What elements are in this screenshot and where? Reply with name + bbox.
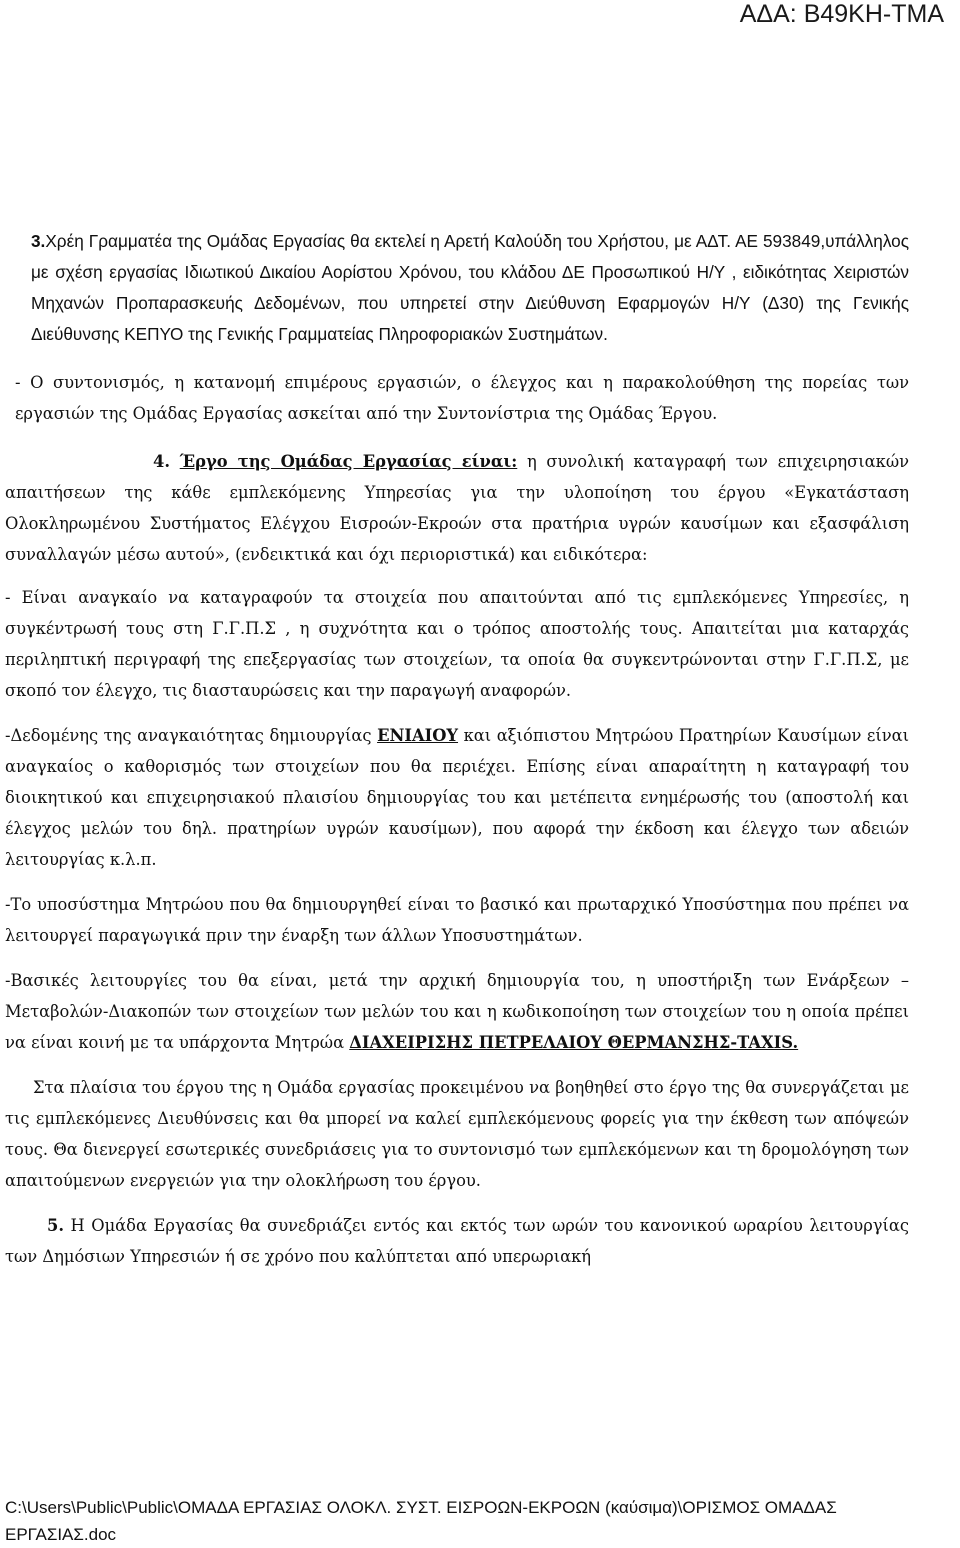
item-4-number: 4.: [153, 452, 170, 471]
registry-text-before: -Δεδομένης της αναγκαιότητας δημιουργίας: [5, 726, 378, 745]
registry-text-after: και αξιόπιστου Μητρώου Πρατηρίων Καυσίμων είναι αναγκαίος ο καθορισμός των στοιχείων που θα περιέχει. Επίσης είναι απαραίτητη η καταγραφή του διοικητικού και επιχειρησιακού πλαισίου δημιουργίας του και μετέπειτα ενημέρωσής του (αποστολή και έλεγχος μελών του δηλ. πρατηρίων υγρών καυσίμων), που αφορά την έκδοση και έλεγχο των αδειών λειτουργίας κ.λ.π.: [5, 726, 909, 869]
item-4-text: η συνολική καταγραφή των επιχειρησιακών απαιτήσεων της κάθε εμπλεκόμενης Υπηρεσίας για την υλοποίηση του έργου «Εγκατάσταση Ολοκληρωμένου Συστήματος Ελέγχου Εισροών-Εκροών στα πρατήρια υγρών καυσίμων και εξασφάλιση συναλλαγών μέσω αυτού», (ενδεικτικά και όχι περιοριστικά) και ειδικότερα:: [5, 452, 909, 564]
subsystem-paragraph: -Το υποσύστημα Μητρώου που θα δημιουργηθεί είναι το βασικό και πρωταρχικό Υποσύστημα που πρέπει να λειτουργεί παραγωγικά πριν την έναρξη των άλλων Υποσυστημάτων.: [5, 895, 909, 945]
item-3-number: 3.: [31, 231, 46, 251]
item-5-paragraph: [5, 1210, 909, 1272]
item-5-text: Η Ομάδα Εργασίας θα συνεδριάζει εντός και εκτός των ωρών του κανονικού ωραρίου λειτουργίας των Δημόσιων Υπηρεσιών ή σε χρόνο που καλύπτεται από υπερωριακή: [5, 1216, 909, 1266]
registry-paragraph: [5, 720, 909, 875]
cooperation-paragraph: Στα πλαίσια του έργου της η Ομάδα εργασίας προκειμένου να βοηθηθεί στο έργο της θα συνεργάζεται με τις εμπλεκόμενες Διευθύνσεις και θα μπορεί να καλεί εμπλεκόμενους φορείς για την έκθεση των απόψεών τους. Θα διενεργεί εσωτερικές συνεδριάσεις για το συντονισμό των εμπλεκόμενων και τη δρομολόγηση των απαιτούμενων ενεργειών για την ολοκλήρωση του έργου.: [5, 1078, 909, 1190]
functions-paragraph: [5, 965, 909, 1058]
coordination-paragraph: - Ο συντονισμός, η κατανομή επιμέρους εργασιών, ο έλεγχος και η παρακολούθηση της πορείας των εργασιών της Ομάδας Εργασίας ασκείται από την Συντονίστρια της Ομάδας Έργου.: [15, 373, 909, 423]
item-3-text: Χρέη Γραμματέα της Ομάδας Εργασίας θα εκτελεί η Αρετή Καλούδη του Χρήστου, με ΑΔΤ. ΑΕ 593849,υπάλληλος με σχέση εργασίας Ιδιωτικού Δικαίου Αορίστου Χρόνου, του κλάδου ΔΕ Προσωπικού Η/Υ , ειδικότητας Χειριστών Μηχανών Προπαρασκευής Δεδομένων, που υπηρετεί στην Διεύθυνση Εφαρμογών Η/Υ (Δ30) της Γενικής Διεύθυνσης ΚΕΠΥΟ της Γενικής Γραμματείας Πληροφοριακών Συστημάτων.: [31, 231, 909, 344]
item-4-paragraph: [5, 446, 909, 570]
document-body: [5, 226, 909, 1272]
registry-emphasis: ΕΝΙΑΙΟΥ: [377, 726, 459, 745]
item-5-number: 5.: [47, 1216, 64, 1235]
item-4-heading: Έργο της Ομάδας Εργασίας είναι:: [179, 452, 518, 471]
functions-text: -Βασικές λειτουργίες του θα είναι, μετά την αρχική δημιουργία του, η υποστήριξη των Ενάρξεων – Μεταβολών-Διακοπών των στοιχείων των μελών του και η κωδικοποίηση των στοιχείων του η οποία πρέπει να είναι κοινή με τα υπάρχοντα Μητρώα: [5, 971, 909, 1052]
functions-emphasis: ΔΙΑΧΕΙΡΙΣΗΣ ΠΕΤΡΕΛΑΙΟΥ ΘΕΡΜΑΝΣΗΣ-TAXIS.: [349, 1033, 799, 1052]
file-path-footer: C:\Users\Public\Public\ΟΜΑΔΑ ΕΡΓΑΣΙΑΣ ΟΛΟΚΛ. ΣΥΣΤ. ΕΙΣΡΟΩΝ-ΕΚΡΟΩΝ (καύσιμα)\ΟΡΙΣΜΟΣ ΟΜΑΔΑΣ ΕΡΓΑΣΙΑΣ.doc: [5, 1498, 837, 1544]
data-collection-paragraph: - Είναι αναγκαίο να καταγραφούν τα στοιχεία που απαιτούνται από τις εμπλεκόμενες Υπηρεσίες, η συγκέντρωσή τους στη Γ.Γ.Π.Σ , η συχνότητα και ο τρόπος αποστολής τους. Απαιτείται μια καταρχάς περιληπτική περιγραφή της επεξεργασίας των στοιχείων, τα οποία θα συγκεντρώνονται στην Γ.Γ.Π.Σ, με σκοπό τον έλεγχο, τις διασταυρώσεις και την παραγωγή αναφορών.: [5, 588, 909, 700]
ada-code: ΑΔΑ: Β49ΚΗ-ΤΜΑ: [739, 0, 944, 28]
item-3-paragraph: [5, 226, 909, 350]
